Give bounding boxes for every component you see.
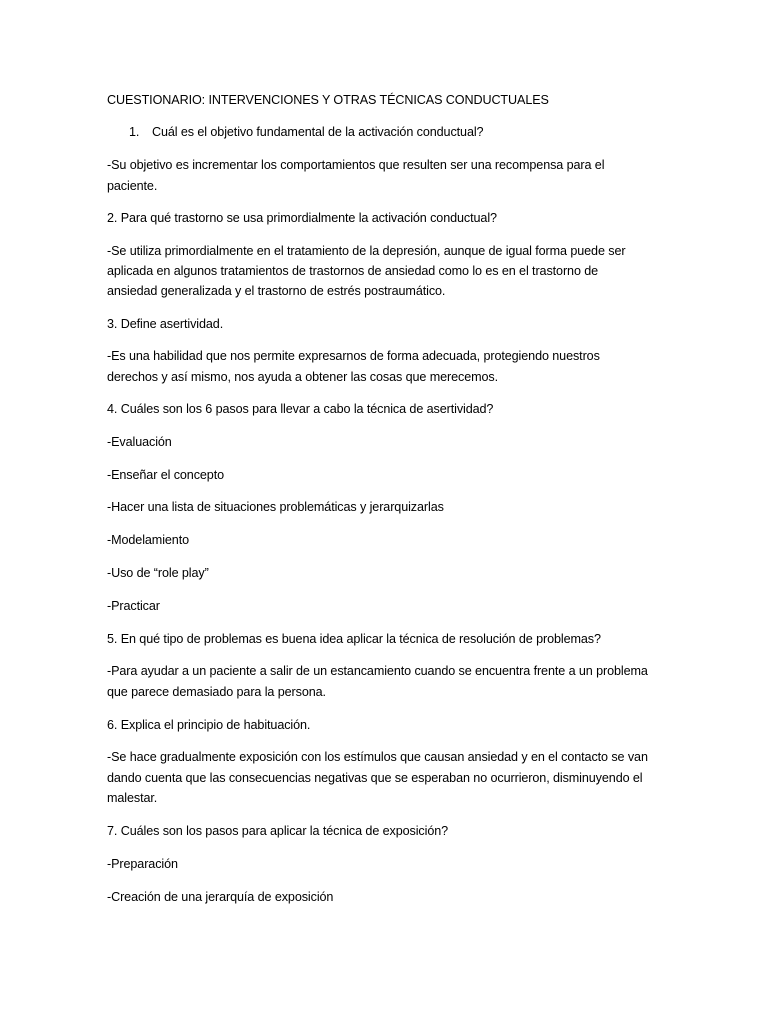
answer-3-line-2: derechos y así mismo, nos ayuda a obtener las cosas que merecemos.: [107, 370, 499, 384]
answer-4-step-6: -Practicar: [107, 599, 160, 613]
question-7: 7. Cuáles son los pasos para aplicar la técnica de exposición?: [107, 824, 449, 838]
question-1-text: Cuál es el objetivo fundamental de la activación conductual?: [152, 125, 484, 139]
answer-7-step-2: -Creación de una jerarquía de exposición: [107, 890, 334, 904]
answer-2-line-1: -Se utiliza primordialmente en el tratamiento de la depresión, aunque de igual forma puede ser: [107, 244, 626, 258]
question-1: [129, 122, 483, 143]
answer-5-line-1: -Para ayudar a un paciente a salir de un estancamiento cuando se encuentra frente a un problema: [107, 664, 648, 678]
document-title: CUESTIONARIO: INTERVENCIONES Y OTRAS TÉCNICAS CONDUCTUALES: [107, 93, 549, 107]
answer-7-step-1: -Preparación: [107, 857, 178, 871]
question-2: 2. Para qué trastorno se usa primordialmente la activación conductual?: [107, 211, 497, 225]
answer-2-line-2: aplicada en algunos tratamientos de trastornos de ansiedad como lo es en el trastorno de: [107, 264, 599, 278]
answer-4-step-4: -Modelamiento: [107, 533, 189, 547]
answer-4-step-5: -Uso de “role play”: [107, 566, 209, 580]
answer-6-line-3: malestar.: [107, 791, 158, 805]
question-4: 4. Cuáles son los 6 pasos para llevar a cabo la técnica de asertividad?: [107, 402, 494, 416]
answer-5-line-2: que parece demasiado para la persona.: [107, 685, 326, 699]
answer-4-step-2: -Enseñar el concepto: [107, 468, 225, 482]
question-6: 6. Explica el principio de habituación.: [107, 718, 311, 732]
answer-1-line-2: paciente.: [107, 179, 158, 193]
answer-1-line-1: -Su objetivo es incrementar los comportamientos que resulten ser una recompensa para el: [107, 158, 605, 172]
answer-4-step-3: -Hacer una lista de situaciones problemáticas y jerarquizarlas: [107, 500, 444, 514]
question-1-number: 1.: [129, 125, 140, 139]
question-5: 5. En qué tipo de problemas es buena idea aplicar la técnica de resolución de problemas?: [107, 632, 601, 646]
question-3: 3. Define asertividad.: [107, 317, 224, 331]
answer-4-step-1: -Evaluación: [107, 435, 172, 449]
answer-6-line-1: -Se hace gradualmente exposición con los estímulos que causan ansiedad y en el contacto se van: [107, 750, 648, 764]
answer-6-line-2: dando cuenta que las consecuencias negativas que se esperaban no ocurrieron, disminuyendo el: [107, 771, 643, 785]
answer-3-line-1: -Es una habilidad que nos permite expresarnos de forma adecuada, protegiendo nuestros: [107, 349, 600, 363]
answer-2-line-3: ansiedad generalizada y el trastorno de estrés postraumático.: [107, 284, 446, 298]
